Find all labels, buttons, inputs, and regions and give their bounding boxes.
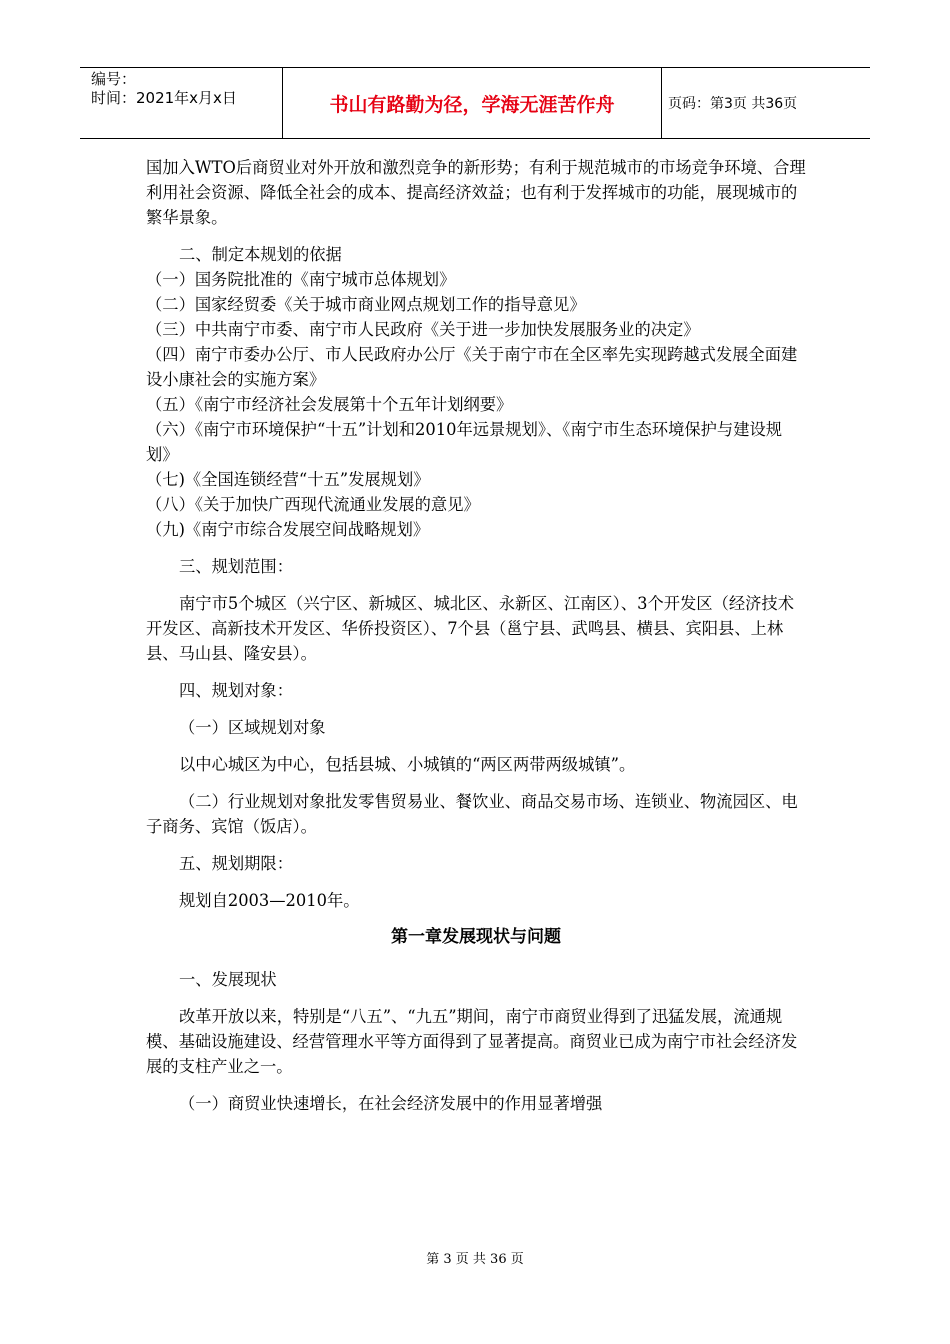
page-header [80, 67, 870, 139]
basis-item: （一）国务院批准的《南宁城市总体规划》 [146, 270, 456, 289]
basis-item: （六）《南宁市环境保护“十五”计划和2010年远景规划》、《南宁市生态环境保护与建设规划》 [146, 420, 783, 464]
paragraph: 国加入WTO后商贸业对外开放和激烈竞争的新形势；有利于规范城市的市场竞争环境、合理利用社会资源、降低全社会的成本、提高经济效益；也有利于发挥城市的功能，展现城市的繁华景象。 [146, 158, 806, 227]
section-heading: 一、发展现状 [179, 970, 277, 989]
document-body [146, 155, 806, 1116]
basis-item: （五）《南宁市经济社会发展第十个五年计划纲要》 [146, 395, 513, 414]
section-heading: 三、规划范围： [179, 557, 293, 576]
section-heading: 二、制定本规划的依据 [179, 245, 342, 264]
header-meta [80, 68, 283, 138]
paragraph: 规划自2003—2010年。 [179, 891, 360, 910]
basis-item: （二）国家经贸委《关于城市商业网点规划工作的指导意见》 [146, 295, 586, 314]
basis-item: （九)《南宁市综合发展空间战略规划》 [146, 520, 430, 539]
subsection-heading: （一）商贸业快速增长，在社会经济发展中的作用显著增强 [179, 1094, 603, 1113]
section-heading: 四、规划对象： [179, 681, 293, 700]
page-footer: 第 3 页 共 36 页 [426, 1252, 524, 1267]
paragraph: 南宁市5个城区（兴宁区、新城区、城北区、永新区、江南区）、3个开发区（经济技术开发区、高新技术开发区、华侨投资区）、7个县（邕宁县、武鸣县、横县、宾阳县、上林县、马山县、隆安县）。 [146, 594, 794, 663]
basis-item: （三）中共南宁市委、南宁市人民政府《关于进一步加快发展服务业的决定》 [146, 320, 700, 339]
header-page-number: 页码：第3页 共36页 [668, 96, 798, 112]
paragraph: （二）行业规划对象批发零售贸易业、餐饮业、商品交易市场、连锁业、物流园区、电子商务、宾馆（饭店）。 [146, 792, 798, 836]
chapter-title: 第一章发展现状与问题 [391, 927, 561, 947]
header-motto: 书山有路勤为径，学海无涯苦作舟 [283, 68, 662, 138]
section-heading: 五、规划期限： [179, 854, 293, 873]
basis-item: （四）南宁市委办公厅、市人民政府办公厅《关于南宁市在全区率先实现跨越式发展全面建设小康社会的实施方案》 [146, 345, 798, 389]
paragraph: 改革开放以来，特别是“八五”、“九五”期间，南宁市商贸业得到了迅猛发展，流通规模、基础设施建设、经营管理水平等方面得到了显著提高。商贸业已成为南宁市社会经济发展的支柱产业之一。 [146, 1007, 798, 1076]
subsection-heading: （一）区域规划对象 [179, 718, 326, 737]
paragraph: 以中心城区为中心，包括县城、小城镇的“两区两带两级城镇”。 [179, 755, 636, 774]
basis-item: （七)《全国连锁经营“十五”发展规划》 [146, 470, 430, 489]
basis-item: （八）《关于加快广西现代流通业发展的意见》 [146, 495, 480, 514]
document-date-label: 时间：2021年x月x日 [91, 89, 237, 107]
document-number-label: 编号： [91, 70, 137, 88]
